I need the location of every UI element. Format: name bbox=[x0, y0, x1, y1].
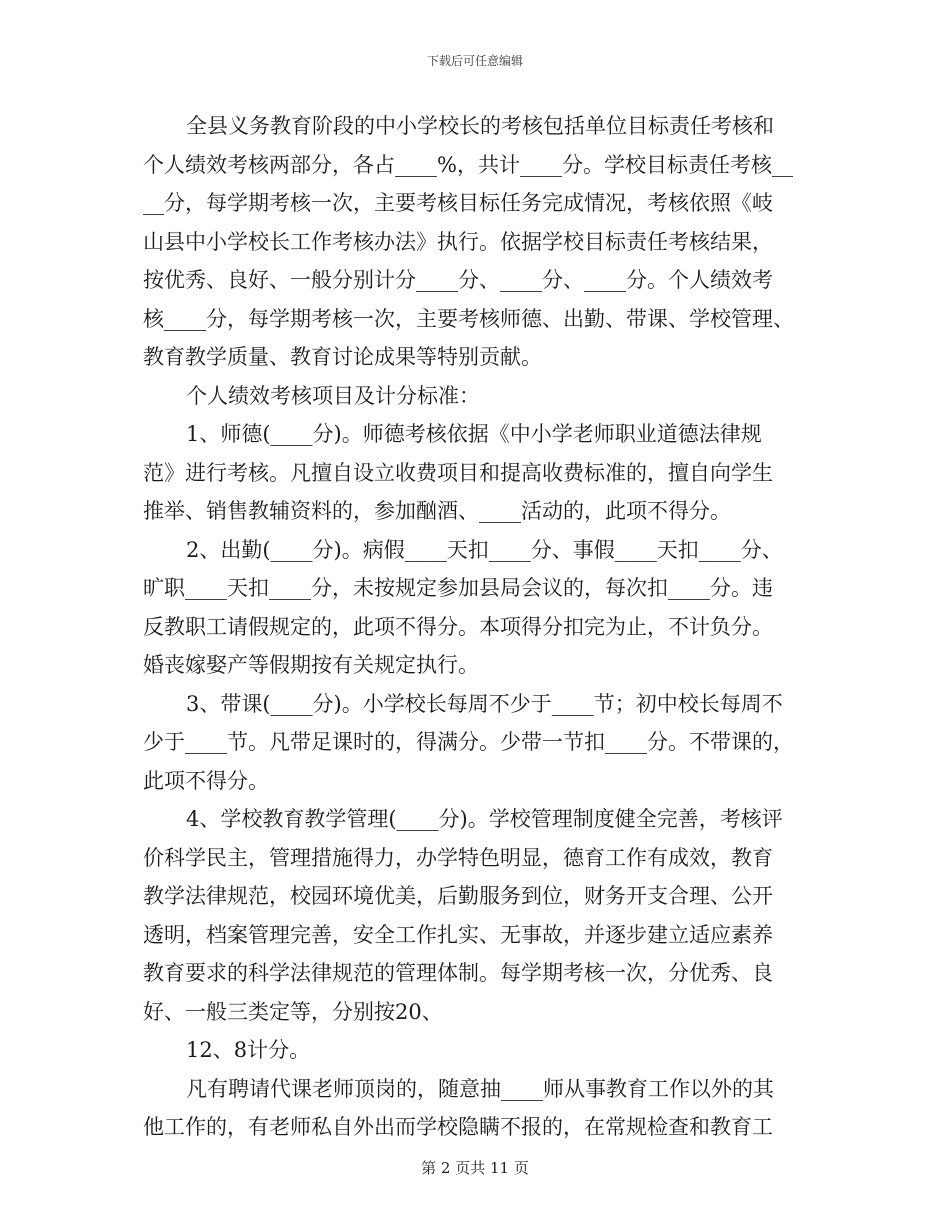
text-line: 1、师德(____分)。师德考核依据《中小学老师职业道德法律规 bbox=[186, 422, 762, 446]
page-footer: 第 2 页共 11 页 bbox=[421, 1159, 529, 1177]
text-line: 凡有聘请代课老师顶岗的，随意抽____师从事教育工作以外的其 bbox=[186, 1076, 774, 1101]
text-line: 婚丧嫁娶产等假期按有关规定执行。 bbox=[143, 653, 479, 677]
text-line: 好、一般三类定等，分别按20、 bbox=[143, 999, 443, 1024]
text-line: 个人绩效考核两部分，各占____%，共计____分。学校目标责任考核__ bbox=[143, 152, 793, 177]
document-body bbox=[143, 107, 811, 1147]
text-line: __分，每学期考核一次，主要考核目标任务完成情况，考核依照《岐 bbox=[143, 191, 773, 215]
text-line: 价科学民主，管理措施得力，办学特色明显，德育工作有成效，教育 bbox=[143, 845, 773, 870]
text-line: 旷职____天扣____分，未按规定参加县局会议的，每次扣____分。违 bbox=[143, 576, 773, 600]
text-line: 反教职工请假规定的，此项不得分。本项得分扣完为止，不计负分。 bbox=[143, 614, 773, 639]
text-line: 4、学校教育教学管理(____分)。学校管理制度健全完善，考核评 bbox=[186, 807, 783, 831]
text-line: 教育要求的科学法律规范的管理体制。每学期考核一次，分优秀、良 bbox=[143, 961, 773, 985]
text-line: 2、出勤(____分)。病假____天扣____分、事假____天扣____分、 bbox=[186, 537, 783, 562]
page-header: 下载后可任意编辑 bbox=[426, 54, 523, 68]
text-line: 此项不得分。 bbox=[143, 768, 269, 793]
text-line: 按优秀、良好、一般分别计分____分、____分、____分。个人绩效考 bbox=[143, 268, 773, 292]
text-line: 教育教学质量、教育讨论成果等特别贡献。 bbox=[143, 345, 542, 369]
text-line: 教学法律规范，校园环境优美，后勤服务到位，财务开支合理、公开 bbox=[143, 884, 773, 908]
text-line: 12、8计分。 bbox=[186, 1038, 311, 1062]
text-line: 山县中小学校长工作考核办法》执行。依据学校目标责任考核结果， bbox=[143, 229, 773, 254]
text-line: 少于____节。凡带足课时的，得满分。少带一节扣____分。不带课的， bbox=[143, 730, 794, 754]
text-line: 范》进行考核。凡擅自设立收费项目和提高收费标准的，擅自向学生 bbox=[143, 460, 773, 485]
text-line: 透明，档案管理完善，安全工作扎实、无事故，并逐步建立适应素养 bbox=[143, 922, 773, 947]
text-line: 3、带课(____分)。小学校长每周不少于____节；初中校长每周不 bbox=[186, 691, 783, 716]
section-heading: 个人绩效考核项目及计分标准： bbox=[186, 383, 480, 408]
text-line: 全县义务教育阶段的中小学校长的考核包括单位目标责任考核和 bbox=[186, 114, 774, 138]
text-line: 推举、销售教辅资料的，参加酗酒、____活动的，此项不得分。 bbox=[143, 499, 731, 523]
text-line: 他工作的，有老师私自外出而学校隐瞒不报的，在常规检查和教育工 bbox=[143, 1115, 773, 1139]
text-line: 核____分，每学期考核一次，主要考核师德、出勤、带课、学校管理、 bbox=[143, 306, 794, 331]
